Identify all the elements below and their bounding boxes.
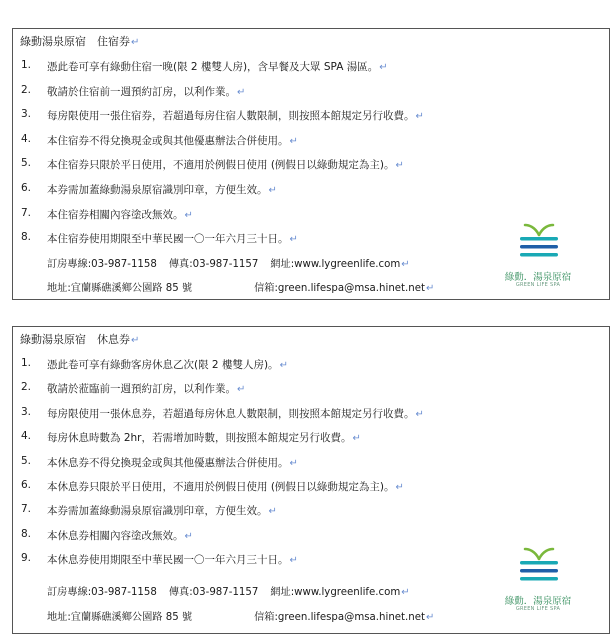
term-item [13, 455, 609, 479]
website: 網址:www.lygreenlife.com [270, 587, 401, 598]
term-text: 本券需加蓋綠動湯泉原宿識別印章，方便生效。↵ [47, 183, 277, 196]
term-item [13, 59, 609, 84]
stay-voucher [12, 28, 610, 300]
logo-subtitle: GREEN LIFE SPA [515, 282, 561, 288]
term-number: 7. [21, 503, 32, 516]
rest-voucher [12, 326, 610, 634]
term-number: 2. [21, 83, 32, 96]
stay-contact-line-1: 訂房專線:03-987-1158 傳真:03-987-1157 網址:www.lygreenlife.com↵ [47, 255, 410, 270]
term-text: 本券需加蓋綠動湯泉原宿識別印章，方便生效。↵ [47, 505, 277, 518]
term-item [13, 157, 609, 182]
term-number: 6. [21, 478, 32, 491]
fax-number: 傳真:03-987-1157 [168, 587, 259, 598]
website: 網址:www.lygreenlife.com [270, 259, 401, 270]
term-item [13, 430, 609, 454]
term-number: 1. [21, 357, 32, 369]
spa-wave-icon [495, 543, 581, 591]
term-item [13, 108, 609, 133]
address: 地址:宜蘭縣礁溪鄉公園路 85 號 [47, 612, 193, 623]
term-text: 本休息券不得兌換現金或與其他優惠辦法合併使用。↵ [47, 456, 298, 469]
term-number: 7. [21, 206, 32, 219]
term-text: 敬請於住宿前一週預約訂房，以利作業。↵ [47, 85, 246, 98]
rest-contact-line-1: 訂房專線:03-987-1158 傳真:03-987-1157 網址:www.lygreenlife.com↵ [47, 583, 410, 598]
term-item [13, 357, 609, 381]
term-item [13, 133, 609, 158]
term-item [13, 479, 609, 503]
term-text: 本住宿券不得兌換現金或與其他優惠辦法合併使用。↵ [47, 134, 298, 147]
term-number: 1. [21, 59, 32, 71]
term-item [13, 381, 609, 405]
term-text: 本住宿券相關內容塗改無效。↵ [47, 208, 193, 221]
term-text: 本休息券相關內容塗改無效。↵ [47, 529, 193, 542]
term-number: 8. [21, 231, 32, 244]
green-life-spa-logo [495, 543, 581, 613]
booking-phone: 訂房專線:03-987-1158 [47, 259, 157, 270]
term-text: 每房限使用一張休息券，若超過每房休息人數限制，則按照本館規定另行收費。↵ [47, 407, 424, 420]
term-text: 本住宿券只限於平日使用，不適用於例假日使用 (例假日以綠動規定為主)。↵ [47, 159, 404, 172]
rest-voucher-title: 綠動湯泉原宿 休息券↵ [20, 333, 140, 346]
term-text: 本休息券使用期限至中華民國一〇一年六月三十日。↵ [47, 554, 298, 567]
term-number: 3. [21, 108, 32, 121]
term-text: 憑此卷可享有綠動客房休息乙次(限 2 樓雙人房)。↵ [47, 359, 288, 371]
term-item [13, 503, 609, 527]
logo-name: 綠動．湯泉原宿 [504, 272, 572, 283]
term-number: 4. [21, 132, 32, 145]
term-item [13, 182, 609, 207]
term-item [13, 406, 609, 430]
term-number: 3. [21, 405, 32, 418]
term-text: 本休息券只限於平日使用，不適用於例假日使用 (例假日以綠動規定為主)。↵ [47, 480, 404, 493]
term-text: 憑此卷可享有綠動住宿一晚(限 2 樓雙人房)，含早餐及大眾 SPA 湯區。↵ [47, 61, 388, 73]
rest-contact-line-2: 地址:宜蘭縣礁溪鄉公園路 85 號 信箱:green.lifespa@msa.hinet.net↵ [47, 608, 434, 623]
term-text: 每房限使用一張住宿券，若超過每房住宿人數限制，則按照本館規定另行收費。↵ [47, 110, 424, 123]
booking-phone: 訂房專線:03-987-1158 [47, 587, 157, 598]
stay-contact-line-2: 地址:宜蘭縣礁溪鄉公園路 85 號 信箱:green.lifespa@msa.hinet.net↵ [47, 279, 434, 294]
address: 地址:宜蘭縣礁溪鄉公園路 85 號 [47, 283, 193, 294]
term-number: 5. [21, 454, 32, 467]
term-text: 每房休息時數為 2hr，若需增加時數，則按照本館規定另行收費。↵ [47, 432, 361, 445]
stay-voucher-title: 綠動湯泉原宿 住宿券↵ [20, 35, 140, 48]
term-item [13, 84, 609, 109]
green-life-spa-logo [495, 219, 581, 289]
term-number: 2. [21, 381, 32, 394]
term-number: 6. [21, 181, 32, 194]
logo-subtitle: GREEN LIFE SPA [515, 606, 561, 612]
spa-wave-icon [495, 219, 581, 267]
logo-name: 綠動．湯泉原宿 [504, 596, 572, 607]
term-number: 8. [21, 527, 32, 540]
term-number: 4. [21, 430, 32, 443]
term-text: 本住宿券使用期限至中華民國一〇一年六月三十日。↵ [47, 233, 298, 246]
email: 信箱:green.lifespa@msa.hinet.net [254, 283, 425, 294]
email: 信箱:green.lifespa@msa.hinet.net [254, 612, 425, 623]
term-number: 9. [21, 552, 32, 565]
term-text: 敬請於蒞臨前一週預約訂房，以利作業。↵ [47, 383, 246, 396]
term-number: 5. [21, 157, 32, 170]
fax-number: 傳真:03-987-1157 [168, 259, 259, 270]
